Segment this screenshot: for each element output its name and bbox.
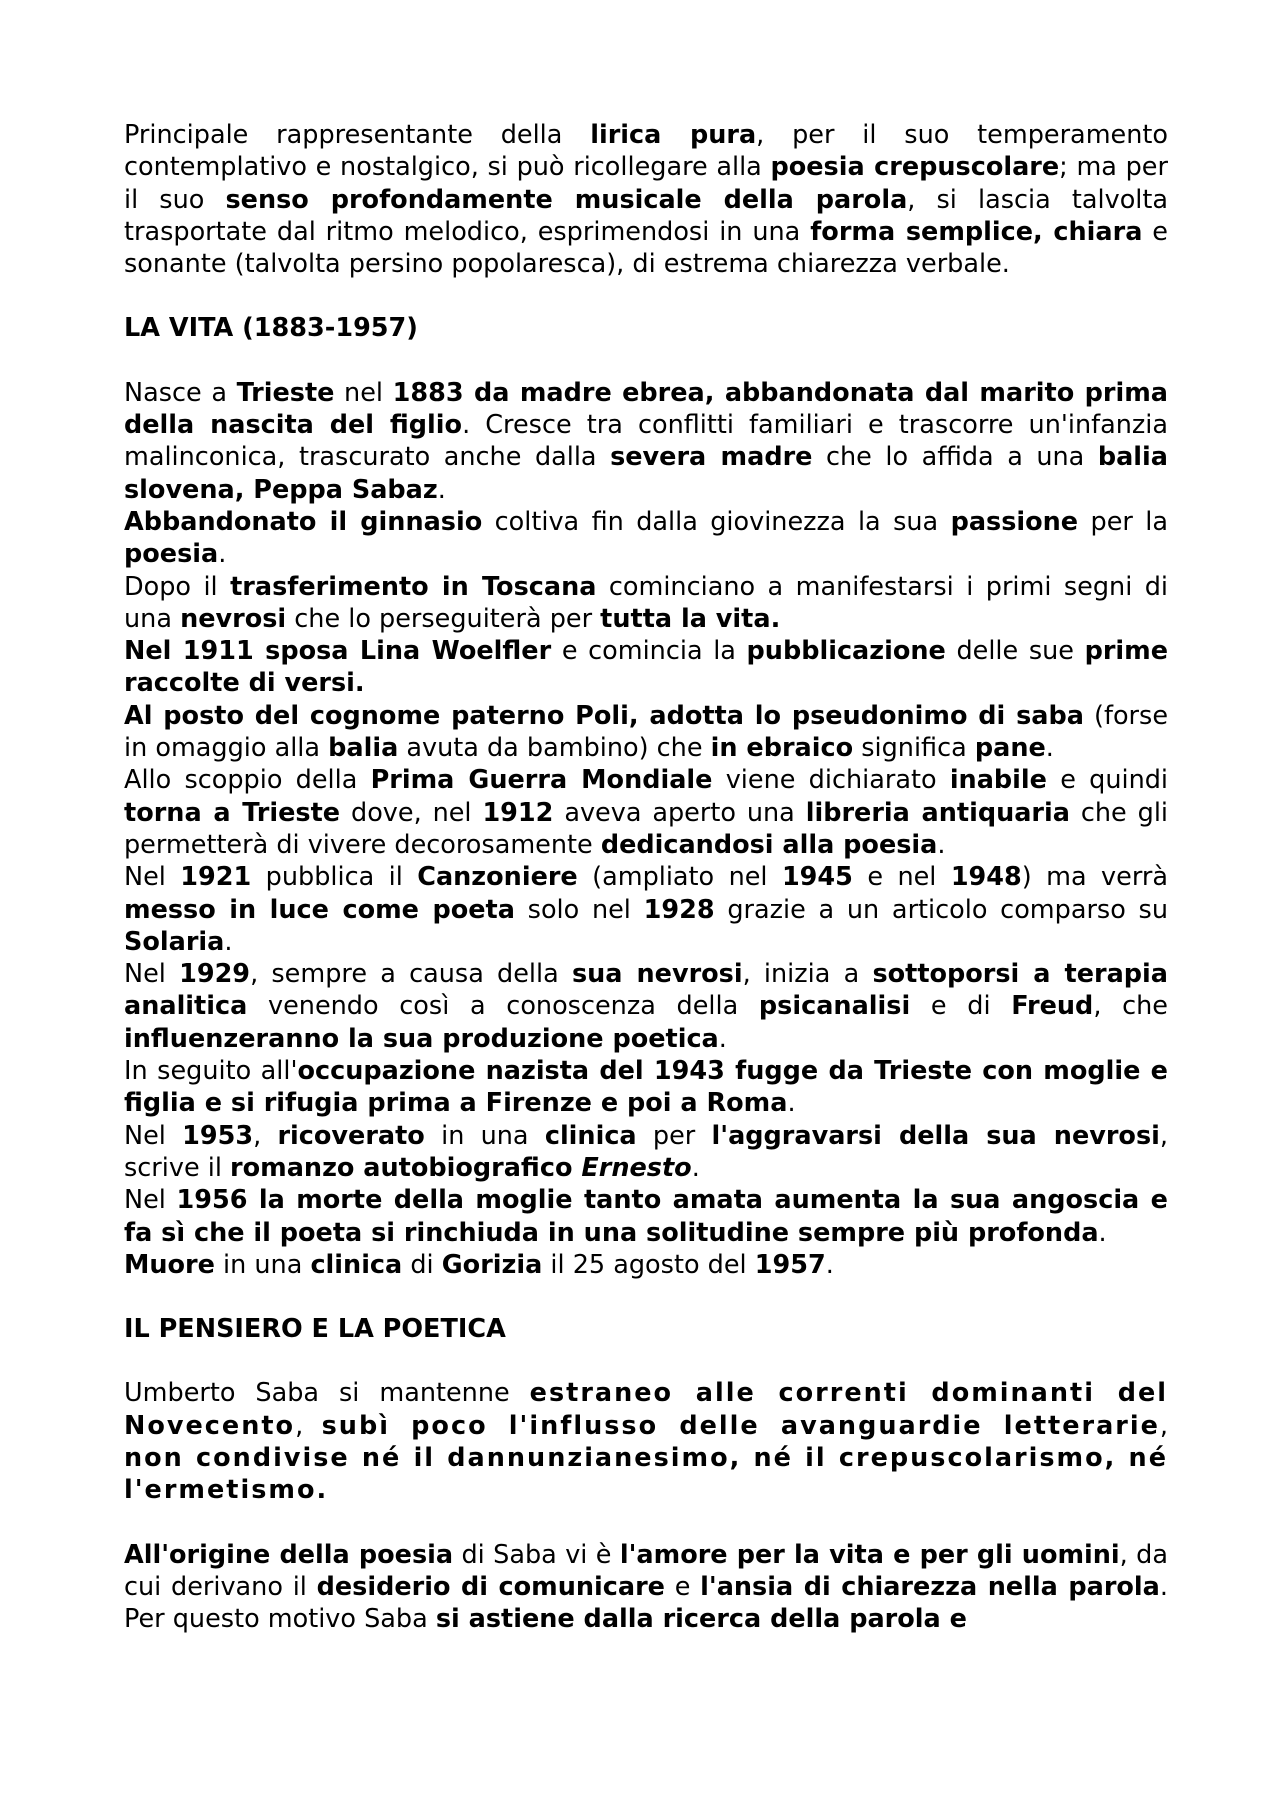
bold-text: estraneo alle correnti dominanti del Novecento: [124, 1378, 1168, 1441]
bold-text: 1883 da madre ebrea, abbandonata dal marito prima della nascita del figlio: [124, 377, 1168, 441]
bold-text: 1956 la morte della moglie tanto amata aumenta la sua angoscia e fa sì che il poeta si rinchiuda in una solitudine sempre più profonda: [124, 1185, 1168, 1248]
bold-text: dedicandosi alla poesia: [600, 829, 938, 860]
bold-text: Gorizia: [441, 1249, 543, 1280]
text-run: . Cresce tra conflitti familiari e trascorre un'infanzia malinconica, trascurato anche dalla: [124, 410, 1169, 473]
vita-paragraph: [124, 377, 1168, 506]
bold-text: Solaria: [124, 926, 225, 957]
bold-text: subì poco l'influsso delle avanguardie letterarie: [321, 1410, 1160, 1441]
bold-text: nevrosi: [180, 603, 287, 634]
text-run: dove, nel: [340, 797, 483, 828]
text-run: in una: [214, 1249, 311, 1280]
text-run: .: [718, 1023, 727, 1054]
text-run: di Saba vi è: [453, 1539, 620, 1570]
bold-text: pubblicazione: [746, 636, 946, 667]
bold-text: 1957: [754, 1249, 826, 1280]
text-run: Dopo il: [124, 571, 231, 602]
text-run: .: [1045, 733, 1054, 764]
text-run: , per il suo temperamento contemplativo e nostalgico, si può ricollegare alla: [124, 120, 1168, 183]
vita-paragraph: [124, 1120, 1168, 1185]
bold-text: balia: [328, 733, 399, 764]
bold-text: occupazione nazista del 1943 fugge da Trieste con moglie e figlia e si rifugia prima a Firenze e poi a Roma: [124, 1056, 1168, 1119]
bold-text: Trieste: [236, 377, 335, 408]
text-run: , scrive il: [124, 1120, 1168, 1183]
text-run: Nel: [124, 1185, 177, 1216]
text-run: Nel: [124, 959, 180, 990]
text-run: nel: [334, 377, 393, 408]
pensiero-paragraph-1: [124, 1377, 1168, 1506]
text-run: grazie a un articolo comparso su: [714, 894, 1168, 925]
text-run: Umberto Saba si mantenne: [124, 1378, 530, 1409]
intro-paragraph: [124, 119, 1168, 280]
text-run: pubblica il: [251, 862, 418, 893]
vita-paragraph: [124, 635, 1168, 700]
text-run: solo nel: [514, 894, 644, 925]
text-run: di: [402, 1249, 442, 1280]
bold-text: desiderio di comunicare: [316, 1571, 665, 1602]
text-run: in una: [424, 1120, 545, 1151]
vita-paragraph: [124, 764, 1168, 861]
spacer: [124, 1507, 1168, 1539]
bold-text: sottoporsi a terapia analitica: [124, 959, 1168, 1022]
bold-text: forma semplice, chiara: [810, 216, 1143, 247]
bold-text: l'amore per la vita e per gli uomini: [619, 1539, 1120, 1570]
text-run: aveva aperto una: [553, 797, 806, 828]
text-run: e nel: [852, 862, 951, 893]
bold-text: Al posto del cognome paterno Poli, adotta lo pseudonimo di saba: [124, 700, 1084, 731]
text-run: e sonante (talvolta persino popolaresca), di estrema chiarezza verbale.: [124, 216, 1168, 280]
text-run: ,: [253, 1120, 278, 1151]
text-run: , che: [1093, 991, 1169, 1022]
text-run: avuta da bambino) che: [398, 733, 711, 764]
text-run: significa: [853, 733, 975, 764]
pensiero-paragraph-2: [124, 1539, 1168, 1636]
vita-paragraph: [124, 1055, 1168, 1120]
text-run: Principale rappresentante della: [124, 120, 591, 150]
text-run: per: [636, 1120, 712, 1151]
bold-text: 1953: [182, 1120, 254, 1151]
bold-text: Prima Guerra Mondiale: [370, 765, 713, 796]
spacer: [124, 345, 1168, 377]
text-run: .: [787, 1088, 796, 1119]
text-run: Allo scoppio della: [124, 765, 371, 796]
bold-text: Ernesto: [581, 1152, 692, 1183]
text-run: e di: [910, 991, 1012, 1022]
heading-la-vita: LA VITA (1883-1957): [124, 313, 418, 344]
text-run: ; ma per il suo: [124, 152, 1168, 215]
text-run: , sempre a causa della: [250, 959, 572, 990]
vita-paragraph: [124, 700, 1168, 765]
text-run: Nel: [124, 1120, 183, 1151]
vita-paragraph: [124, 958, 1168, 1055]
text-run: coltiva fin dalla giovinezza la sua: [482, 506, 951, 537]
bold-text: poesia: [124, 539, 219, 570]
text-run: viene dichiarato: [712, 765, 950, 796]
bold-text: influenzeranno la sua produzione poetica: [124, 1023, 719, 1054]
bold-text: Nel 1911 sposa Lina Woelfler: [124, 636, 552, 667]
bold-text: tutta la vita.: [600, 603, 781, 634]
text-run: delle sue: [945, 636, 1085, 667]
text-run: , si lascia talvolta trasportate dal ritmo melodico, esprimendosi in una: [124, 184, 1169, 247]
bold-text: All'origine della poesia: [124, 1539, 454, 1570]
bold-text: 1921: [180, 862, 252, 893]
spacer: [124, 1345, 1168, 1377]
vita-section: [124, 377, 1168, 1281]
text-run: il 25 agosto del: [542, 1249, 755, 1280]
bold-text: severa madre: [610, 442, 813, 473]
bold-text: 1945: [781, 862, 853, 893]
text-run: .: [437, 474, 446, 505]
text-run: .: [937, 829, 946, 860]
bold-text: Canzoniere: [417, 862, 578, 893]
vita-paragraph: [124, 571, 1168, 636]
vita-paragraph: [124, 1184, 1168, 1249]
vita-paragraph: [124, 861, 1168, 958]
text-run: Nel: [124, 862, 181, 893]
bold-text: in ebraico: [710, 733, 854, 764]
bold-text: Muore: [124, 1249, 215, 1280]
bold-text: 1928: [643, 894, 715, 925]
bold-text: libreria antiquaria: [805, 797, 1070, 828]
bold-text: clinica: [544, 1120, 637, 1151]
text-run: che lo perseguiterà per: [286, 603, 601, 634]
bold-text: passione: [950, 506, 1079, 537]
text-run: (ampliato nel: [577, 862, 782, 893]
bold-text: psicanalisi: [758, 991, 911, 1022]
text-run: .: [218, 539, 227, 570]
bold-text: 1929: [179, 959, 251, 990]
text-run: ,: [1159, 1410, 1168, 1441]
bold-text: balia slovena, Peppa Sabaz: [124, 442, 1168, 505]
text-run: e: [664, 1571, 701, 1602]
spacer: [124, 1281, 1168, 1313]
spacer: [124, 280, 1168, 312]
bold-text: l'ansia di chiarezza nella parola: [700, 1571, 1160, 1602]
bold-text: 1948: [950, 862, 1022, 893]
text-run: .: [1098, 1217, 1107, 1248]
bold-text: romanzo autobiografico: [230, 1152, 582, 1183]
text-run: ) ma verrà: [1021, 862, 1168, 893]
vita-paragraph: [124, 506, 1168, 571]
bold-text: lirica pura: [590, 120, 757, 150]
text-run: . Per questo motivo Saba: [124, 1571, 1168, 1635]
text-run: che gli permetterà di vivere decorosamente: [124, 797, 1169, 860]
text-run: ,: [295, 1410, 322, 1441]
bold-text: inabile: [949, 765, 1047, 796]
bold-text: senso profondamente musicale della parola: [225, 184, 908, 215]
bold-text: prime raccolte di versi.: [124, 636, 1169, 699]
text-run: .: [691, 1152, 700, 1183]
bold-text: non condivise né il dannunzianesimo, né il crepuscolarismo, né l'ermetismo.: [124, 1442, 1168, 1506]
bold-text: poesia crepuscolare: [770, 152, 1060, 183]
heading-pensiero-poetica: IL PENSIERO E LA POETICA: [124, 1314, 506, 1345]
bold-text: 1912: [482, 797, 554, 828]
bold-text: Abbandonato il ginnasio: [124, 506, 483, 537]
vita-paragraph: [124, 1249, 1168, 1281]
bold-text: Freud: [1011, 991, 1094, 1022]
bold-text: clinica: [310, 1249, 403, 1280]
text-run: che lo affida a una: [812, 442, 1098, 473]
bold-text: ricoverato: [277, 1120, 425, 1151]
text-run: e quindi: [1046, 765, 1169, 796]
bold-text: trasferimento in Toscana: [230, 571, 597, 602]
text-run: .: [224, 926, 233, 957]
text-run: Nasce a: [124, 377, 237, 408]
text-run: .: [825, 1249, 834, 1280]
bold-text: messo in luce come poeta: [124, 894, 515, 925]
text-run: In seguito all': [124, 1056, 298, 1087]
text-run: cominciano a manifestarsi i primi segni di una: [124, 571, 1169, 634]
bold-text: si astiene dalla ricerca della parola e: [435, 1604, 967, 1635]
bold-text: torna a Trieste: [124, 797, 341, 828]
bold-text: l'aggravarsi della sua nevrosi: [711, 1120, 1160, 1151]
text-run: per la: [1078, 506, 1168, 537]
text-run: (forse in omaggio alla: [124, 700, 1169, 764]
bold-text: pane: [974, 733, 1046, 764]
text-run: , inizia a: [742, 959, 873, 990]
text-run: venendo così a conoscenza della: [247, 991, 759, 1022]
text-run: e comincia la: [551, 636, 747, 667]
text-run: , da cui derivano il: [124, 1539, 1168, 1602]
bold-text: sua nevrosi: [571, 959, 743, 990]
